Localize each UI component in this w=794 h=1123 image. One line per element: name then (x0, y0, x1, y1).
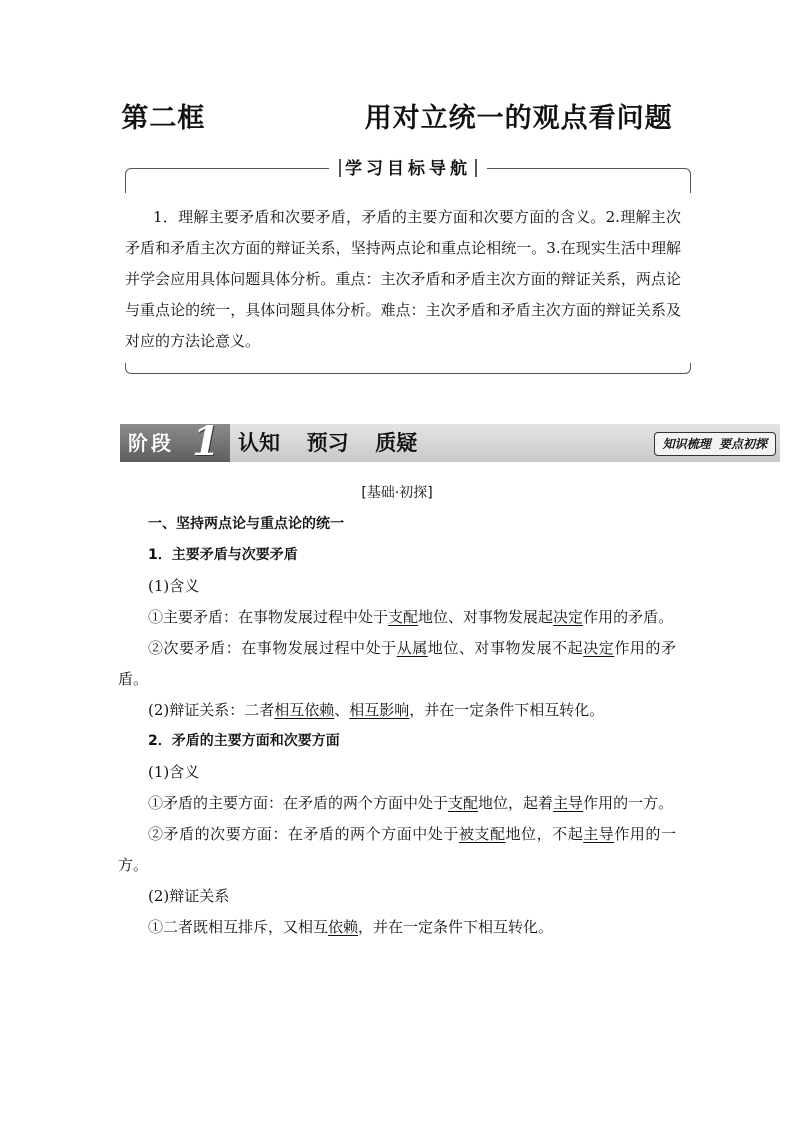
subheading-2: 2．矛盾的主要方面和次要方面 (148, 733, 340, 749)
goal-text: 1．理解主要矛盾和次要矛盾，矛盾的主要方面和次要方面的含义。2.理解主次矛盾和矛盾主次方面的辩证关系，坚持两点论和重点论相统一。3.在现实生活中理解并学会应用具体问题具体分析。重点：主次矛盾和矛盾主次方面的辩证关系，两点论与重点论的统一，具体问题具体分析。难点：主次矛盾和矛盾主次方面的辩证关系及对应的方法论意义。 (125, 208, 681, 350)
item-s2-a1 (118, 788, 676, 819)
label-left-bar (339, 159, 341, 177)
answer-blank: 支配 (388, 608, 419, 626)
text: 作用的矛盾。 (118, 639, 676, 688)
item-s2-a: (1)含义 (148, 763, 200, 781)
answer-blank: 依赖 (328, 918, 359, 936)
text: 地位，不起 (505, 825, 584, 843)
item-s1-a1 (118, 602, 676, 633)
main-content (118, 478, 676, 943)
answer-blank: 主导 (583, 825, 615, 843)
label-right-bar (475, 159, 477, 177)
stage-title: 认知 预习 质疑 (238, 430, 418, 455)
stage-banner (120, 418, 780, 465)
learning-goals-box (125, 158, 691, 374)
page-title: 第二框 用对立统一的观点看问题 (121, 103, 673, 134)
answer-blank: 相互依赖 (274, 701, 335, 719)
stage-label: 阶段 (120, 424, 230, 462)
item-s2-b: (2)辩证关系 (148, 887, 230, 905)
item-s1-a: (1)含义 (148, 577, 200, 595)
answer-blank: 支配 (448, 794, 479, 812)
text: 、 (334, 701, 350, 719)
text: 地位、对事物发展起 (418, 608, 554, 626)
section-subhead: [基础·初探] (361, 485, 433, 501)
heading-1: 一、坚持两点论与重点论的统一 (148, 516, 344, 532)
text: 作用的矛盾。 (583, 608, 674, 626)
answer-blank: 被支配 (458, 825, 506, 843)
item-s2-b1 (118, 912, 676, 943)
answer-blank: 决定 (553, 608, 584, 626)
answer-blank: 从属 (396, 639, 428, 657)
goal-label-text: 学习目标导航 (345, 159, 471, 179)
stage-tag: 知识梳理 要点初探 (654, 432, 776, 456)
text: ①矛盾的主要方面：在矛盾的两个方面中处于 (148, 794, 449, 812)
text: 地位、对事物发展不起 (427, 639, 584, 657)
text: 作用的一方。 (118, 825, 676, 874)
answer-blank: 相互影响 (349, 701, 410, 719)
text: ②矛盾的次要方面：在矛盾的两个方面中处于 (148, 825, 459, 843)
subheading-1: 1．主要矛盾与次要矛盾 (148, 547, 298, 563)
goal-box-bottom-border (125, 363, 691, 374)
text: 作用的一方。 (583, 794, 674, 812)
text: ，并在一定条件下相互转化。 (358, 918, 554, 936)
text: ，并在一定条件下相互转化。 (409, 701, 605, 719)
text: 地位，起着 (478, 794, 554, 812)
stage-number: 1 (192, 418, 220, 465)
text: ①主要矛盾：在事物发展过程中处于 (148, 608, 389, 626)
text: ①二者既相互排斥，又相互 (148, 918, 329, 936)
text: ②次要矛盾：在事物发展过程中处于 (148, 639, 397, 657)
item-s1-a2 (118, 633, 676, 695)
answer-blank: 主导 (553, 794, 584, 812)
goal-box-label (329, 154, 487, 179)
text: (2)辩证关系：二者 (148, 701, 275, 719)
item-s2-a2 (118, 819, 676, 881)
item-s1-b (118, 695, 676, 726)
answer-blank: 决定 (583, 639, 615, 657)
